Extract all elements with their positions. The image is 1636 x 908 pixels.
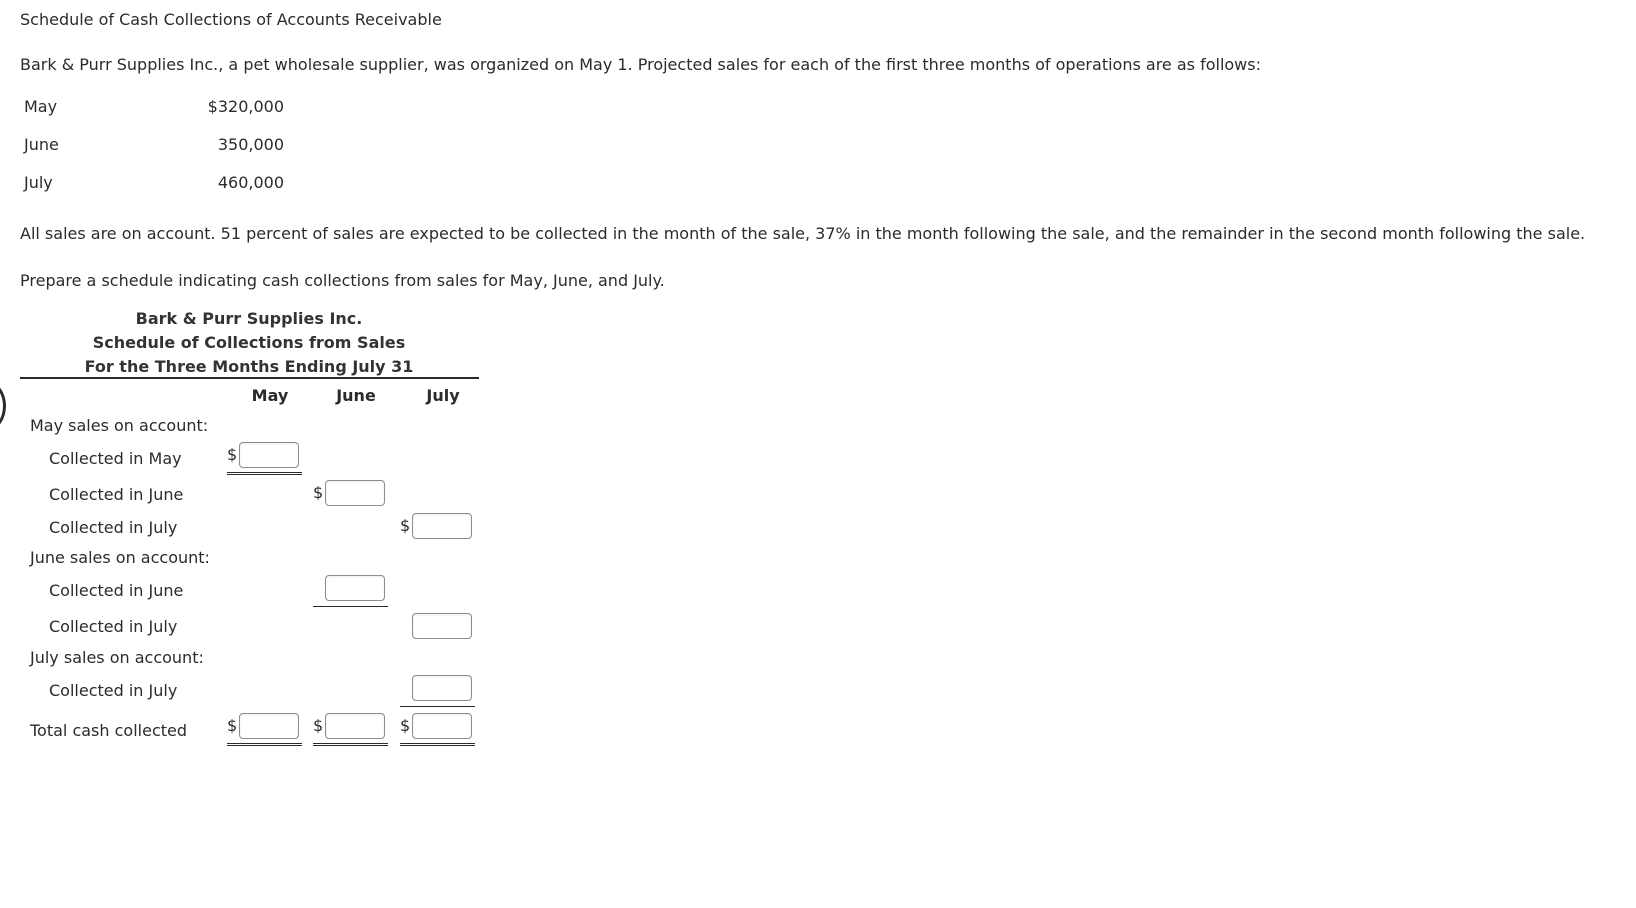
dollar-sign: $ <box>227 445 238 464</box>
dollar-sign: $ <box>400 516 411 535</box>
may-collected-july-input[interactable] <box>412 513 472 539</box>
double-underline <box>313 743 388 746</box>
col-header-july: July <box>426 386 460 405</box>
dollar-sign: $ <box>313 716 324 735</box>
total-may-input[interactable] <box>239 713 299 739</box>
may-collected-may-input[interactable] <box>239 442 299 468</box>
sales-amount-may: $320,000 <box>207 97 284 116</box>
double-underline <box>227 743 302 746</box>
june-collected-july-input[interactable] <box>412 613 472 639</box>
june-collected-june-input[interactable] <box>325 575 385 601</box>
may-collected-june-label: Collected in June <box>49 485 184 504</box>
dollar-sign: $ <box>313 483 324 502</box>
july-sales-label: July sales on account: <box>30 648 204 667</box>
col-header-june: June <box>336 386 376 405</box>
sales-month-july: July <box>24 173 53 192</box>
may-sales-label: May sales on account: <box>30 416 209 435</box>
june-collected-july-label: Collected in July <box>49 617 178 636</box>
july-collected-july-label: Collected in July <box>49 681 178 700</box>
june-sales-label: June sales on account: <box>30 548 210 567</box>
header-rule <box>20 377 479 379</box>
may-collected-may-label: Collected in May <box>49 449 182 468</box>
total-cash-collected-label: Total cash collected <box>30 721 188 740</box>
sales-amount-july: 460,000 <box>217 173 284 192</box>
schedule-name: Schedule of Collections from Sales <box>92 333 406 352</box>
sales-amount-june: 350,000 <box>217 135 284 154</box>
cursor-circle-edge <box>0 382 6 430</box>
col-header-may: May <box>251 386 289 405</box>
underline <box>400 706 475 707</box>
sales-month-may: May <box>24 97 58 116</box>
dollar-sign: $ <box>227 716 238 735</box>
page-title: Schedule of Cash Collections of Accounts Receivable <box>20 10 442 29</box>
double-underline <box>227 472 302 475</box>
june-collected-june-label: Collected in June <box>49 581 184 600</box>
may-collected-july-label: Collected in July <box>49 518 178 537</box>
underline <box>313 606 388 607</box>
collection-terms: All sales are on account. 51 percent of sales are expected to be collected in the month of the sale, 37% in the month following the sale, and the remainder in the second month following the sale. <box>20 224 1586 243</box>
total-june-input[interactable] <box>325 713 385 739</box>
schedule-company: Bark & Purr Supplies Inc. <box>135 309 363 328</box>
double-underline <box>400 743 475 746</box>
intro-paragraph: Bark & Purr Supplies Inc., a pet wholesale supplier, was organized on May 1. Projected sales for each of the first three months of operations are as follows: <box>20 55 1261 74</box>
july-collected-july-input[interactable] <box>412 675 472 701</box>
dollar-sign: $ <box>400 716 411 735</box>
instruction: Prepare a schedule indicating cash collections from sales for May, June, and July. <box>20 271 665 290</box>
total-july-input[interactable] <box>412 713 472 739</box>
sales-month-june: June <box>24 135 59 154</box>
may-collected-june-input[interactable] <box>325 480 385 506</box>
schedule-period: For the Three Months Ending July 31 <box>84 357 414 376</box>
